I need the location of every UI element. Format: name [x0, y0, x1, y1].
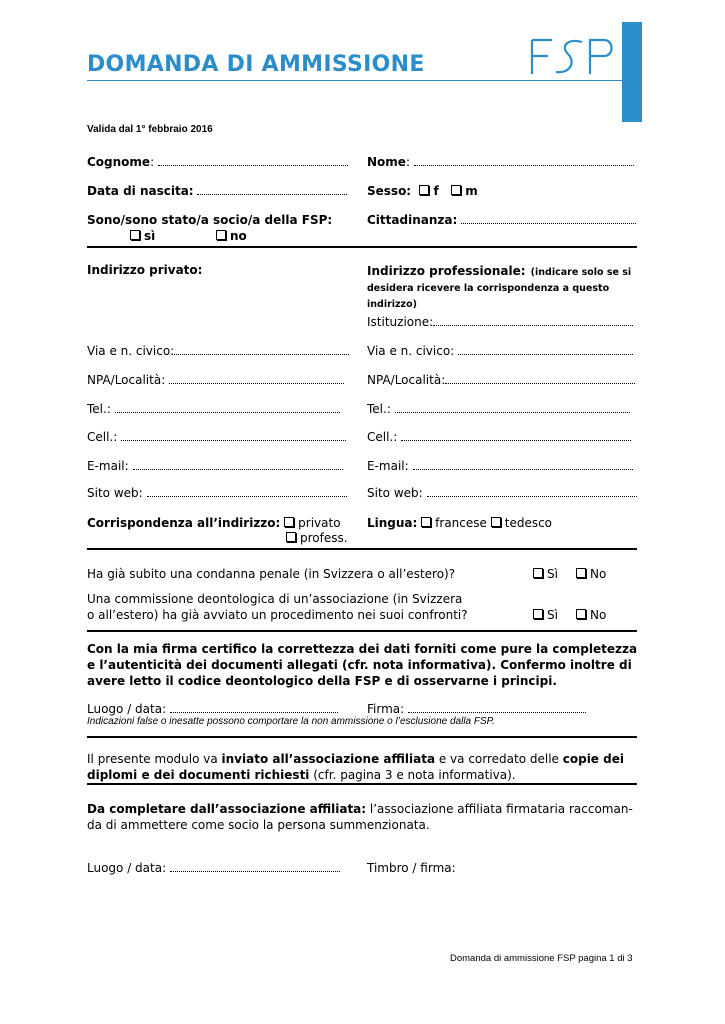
cell-privato-field[interactable]	[87, 430, 346, 444]
sesso-m-checkbox[interactable]	[451, 185, 461, 195]
association-line	[87, 801, 642, 817]
indirizzo-privato-title: Indirizzo privato:	[87, 263, 203, 277]
email-privato-line[interactable]	[133, 461, 343, 470]
via-prof-field[interactable]	[367, 344, 633, 358]
assoc-luogo-label: Luogo / data:	[87, 861, 167, 875]
lingua-tedesco-label: tedesco	[504, 516, 553, 530]
email-prof-label: E-mail:	[367, 459, 409, 473]
corr-profess-label: profess.	[300, 531, 348, 545]
corr-privato-label: privato	[298, 516, 341, 530]
divider	[87, 548, 637, 550]
declaration-text	[87, 641, 642, 689]
sending-bold: copie dei	[562, 752, 624, 766]
q1-si-label: Sì	[547, 567, 558, 581]
cell-privato-line[interactable]	[121, 432, 346, 441]
firma-field[interactable]	[367, 702, 586, 716]
luogo-data-line[interactable]	[170, 704, 338, 713]
via-prof-label: Via e n. civico:	[367, 344, 455, 358]
npa-privato-label: NPA/Località:	[87, 373, 166, 387]
corrispondenza-label: Corrispondenza all’indirizzo:	[87, 516, 281, 530]
association-bold: Da completare dall’associazione affiliata:	[87, 802, 367, 816]
q1-no-checkbox[interactable]	[576, 568, 586, 578]
data-nascita-label: Data di nascita:	[87, 184, 194, 198]
valid-from-text: Valida dal 1° febbraio 2016	[87, 124, 213, 135]
association-body: l’associazione affiliata firmataria raccoman-	[366, 802, 633, 816]
corr-profess-checkbox[interactable]	[286, 532, 296, 542]
question-deontologica-line1: Una commissione deontologica di un’associazione (in Svizzera	[87, 592, 463, 606]
sending-text: Il presente modulo va	[87, 752, 222, 766]
email-prof-line[interactable]	[413, 461, 633, 470]
firma-label: Firma:	[367, 702, 405, 716]
email-privato-field[interactable]	[87, 459, 343, 473]
tel-privato-line[interactable]	[115, 404, 340, 413]
sesso-field	[367, 184, 478, 198]
tel-prof-label: Tel.:	[367, 402, 391, 416]
sending-instructions	[87, 751, 642, 783]
q2-si-option[interactable]	[533, 608, 558, 622]
sesso-f-checkbox[interactable]	[419, 185, 429, 195]
tel-prof-line[interactable]	[395, 404, 630, 413]
divider	[87, 783, 637, 785]
q1-no-option[interactable]	[576, 567, 606, 581]
tel-prof-field[interactable]	[367, 402, 630, 416]
lingua-tedesco-checkbox[interactable]	[491, 517, 501, 527]
indirizzo-professionale-note: (indicare solo se si desidera ricevere la corrispondenza a questo indirizzo)	[367, 267, 632, 310]
corr-privato-checkbox[interactable]	[284, 517, 294, 527]
sito-prof-field[interactable]	[367, 486, 637, 500]
warning-note: Indicazioni false o inesatte possono comportare la non ammissione o l’esclusione dalla FSP.	[87, 716, 495, 727]
indirizzo-professionale-header	[367, 263, 642, 311]
lingua-field	[367, 516, 552, 530]
question-condanna: Ha già subito una condanna penale (in Svizzera o all’estero)?	[87, 567, 456, 581]
luogo-data-field[interactable]	[87, 702, 338, 716]
sending-bold: inviato all’associazione affiliata	[221, 752, 436, 766]
cell-privato-label: Cell.:	[87, 430, 118, 444]
timbro-firma-label: Timbro / firma:	[367, 861, 456, 875]
socio-no-option[interactable]	[216, 229, 247, 243]
declaration-line: Con la mia firma certifico la correttezza dei dati forniti come pure la completezza	[87, 642, 638, 656]
declaration-line: avere letto il codice deontologico della FSP e di osservarne i principi.	[87, 674, 557, 688]
socio-si-label: sì	[144, 229, 156, 243]
sending-bold: diplomi e dei documenti richiesti	[87, 768, 310, 782]
firma-line[interactable]	[408, 704, 586, 713]
lingua-label: Lingua:	[367, 516, 418, 530]
npa-privato-field[interactable]	[87, 373, 344, 387]
assoc-luogo-field[interactable]	[87, 861, 340, 875]
socio-si-checkbox[interactable]	[130, 230, 140, 240]
q1-si-option[interactable]	[533, 567, 558, 581]
q2-no-label: No	[590, 608, 607, 622]
sesso-m-label: m	[465, 184, 478, 198]
email-prof-field[interactable]	[367, 459, 633, 473]
cell-prof-line[interactable]	[401, 432, 631, 441]
corrispondenza-field	[87, 516, 341, 530]
tel-privato-label: Tel.:	[87, 402, 111, 416]
tel-privato-field[interactable]	[87, 402, 340, 416]
socio-label: Sono/sono stato/a socio/a della FSP:	[87, 213, 333, 227]
q2-no-checkbox[interactable]	[576, 609, 586, 619]
nome-label: Nome	[367, 155, 406, 169]
sito-privato-line[interactable]	[147, 488, 347, 497]
data-nascita-line[interactable]	[197, 186, 347, 195]
indirizzo-professionale-title: Indirizzo professionale:	[367, 264, 526, 278]
question-deontologica-line2: o all’estero) ha già avviato un procedimento nei suoi confronti?	[87, 608, 468, 622]
luogo-data-label: Luogo / data:	[87, 702, 167, 716]
header-rule	[87, 80, 622, 81]
cittadinanza-field[interactable]	[367, 213, 636, 227]
q1-no-label: No	[590, 567, 607, 581]
istituzione-field[interactable]	[367, 315, 633, 329]
sesso-label: Sesso:	[367, 184, 412, 198]
socio-no-label: no	[230, 229, 247, 243]
istituzione-label: Istituzione:	[367, 315, 434, 329]
data-nascita-field[interactable]	[87, 184, 347, 198]
q2-si-label: Sì	[547, 608, 558, 622]
nome-line[interactable]	[414, 157, 634, 166]
q2-si-checkbox[interactable]	[533, 609, 543, 619]
divider	[87, 246, 637, 248]
lingua-francese-label: francese	[435, 516, 487, 530]
sito-privato-label: Sito web:	[87, 486, 143, 500]
npa-prof-line[interactable]	[445, 375, 635, 384]
cognome-label: Cognome	[87, 155, 151, 169]
via-privato-line[interactable]	[174, 346, 349, 355]
cittadinanza-line[interactable]	[461, 215, 636, 224]
lingua-francese-checkbox[interactable]	[421, 517, 431, 527]
sito-prof-label: Sito web:	[367, 486, 423, 500]
via-privato-label: Via e n. civico:	[87, 344, 175, 358]
assoc-luogo-line[interactable]	[170, 863, 340, 872]
socio-no-checkbox[interactable]	[216, 230, 226, 240]
declaration-line: e l’autenticità dei documenti allegati (cfr. nota informativa). Confermo inoltre di	[87, 658, 632, 672]
istituzione-line[interactable]	[433, 317, 633, 326]
association-text	[87, 801, 642, 833]
via-prof-line[interactable]	[458, 346, 633, 355]
fsp-logo	[528, 36, 618, 78]
cognome-line[interactable]	[158, 157, 348, 166]
socio-si-option[interactable]	[130, 229, 155, 243]
npa-privato-line[interactable]	[169, 375, 344, 384]
cell-prof-label: Cell.:	[367, 430, 398, 444]
sending-text: (cfr. pagina 3 e nota informativa).	[309, 768, 516, 782]
npa-prof-label: NPA/Località:	[367, 373, 446, 387]
q1-si-checkbox[interactable]	[533, 568, 543, 578]
via-privato-field[interactable]	[87, 344, 349, 358]
page-footer: Domanda di ammissione FSP pagina 1 di 3	[450, 953, 633, 964]
cognome-field[interactable]: Cognome:	[87, 155, 348, 169]
nome-field[interactable]: Nome:	[367, 155, 634, 169]
cell-prof-field[interactable]	[367, 430, 631, 444]
sending-line	[87, 751, 642, 767]
sito-privato-field[interactable]	[87, 486, 347, 500]
association-line: da di ammettere come socio la persona summenzionata.	[87, 818, 430, 832]
sesso-f-label: f	[433, 184, 439, 198]
email-privato-label: E-mail:	[87, 459, 129, 473]
brand-bar	[622, 22, 642, 122]
sito-prof-line[interactable]	[427, 488, 637, 497]
sending-line	[87, 767, 642, 783]
page-title: DOMANDA DI AMMISSIONE	[87, 52, 425, 77]
divider	[87, 630, 637, 632]
divider	[87, 736, 637, 738]
npa-prof-field[interactable]	[367, 373, 635, 387]
q2-no-option[interactable]	[576, 608, 606, 622]
sending-text: e va corredato delle	[435, 752, 563, 766]
corr-profess-option[interactable]	[286, 531, 348, 545]
cittadinanza-label: Cittadinanza:	[367, 213, 458, 227]
